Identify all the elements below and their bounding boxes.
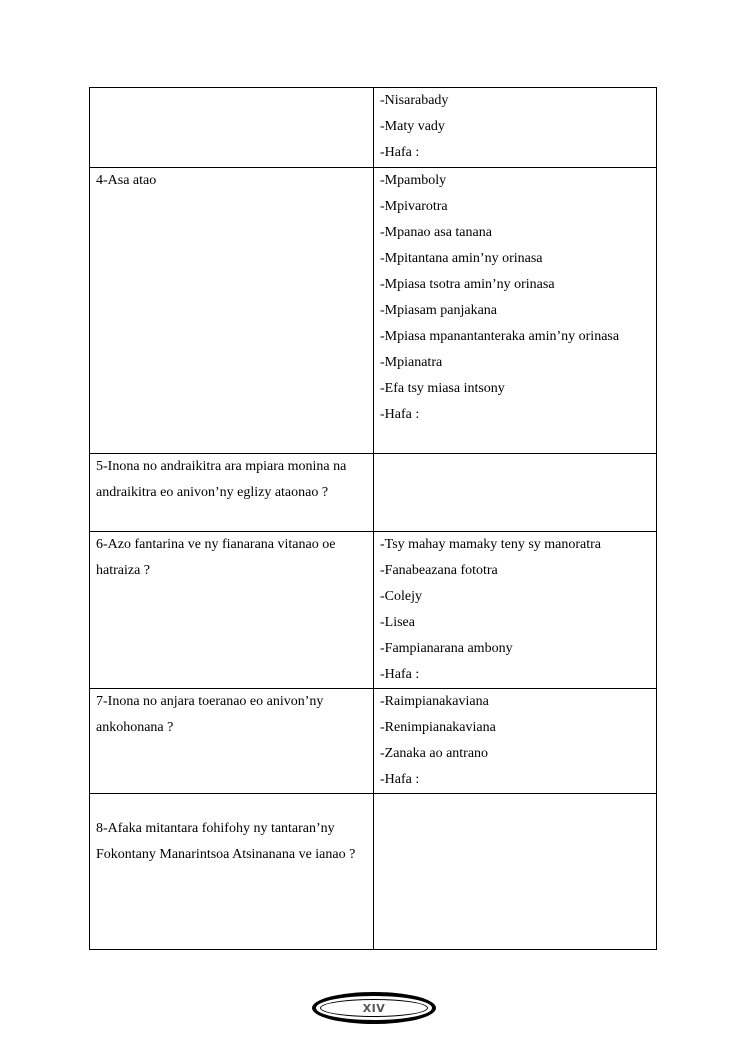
option-item: -Zanaka ao antrano <box>380 746 489 761</box>
options-cell <box>374 88 657 168</box>
question-cell <box>90 689 374 794</box>
option-item: -Renimpianakaviana <box>380 720 496 735</box>
option-item: -Hafa : <box>380 772 420 787</box>
table-row <box>90 168 657 454</box>
questionnaire-table <box>89 87 657 950</box>
question-text: 6-Azo fantarina ve ny fianarana vitanao oe hatraiza ? <box>96 537 336 578</box>
table-row <box>90 88 657 168</box>
option-item: -Mpiasa mpanantanteraka amin’ny orinasa <box>380 329 620 344</box>
question-text: 7-Inona no anjara toeranao eo anivon’ny ankohonana ? <box>96 694 324 735</box>
option-item: -Hafa : <box>380 407 420 422</box>
option-item: -Colejy <box>380 589 422 604</box>
options-cell <box>374 689 657 794</box>
option-item: -Hafa : <box>380 667 420 682</box>
option-item: -Mpiasam panjakana <box>380 303 498 318</box>
options-cell <box>374 168 657 454</box>
option-item: -Mpiasa tsotra amin’ny orinasa <box>380 277 555 292</box>
question-cell <box>90 454 374 532</box>
option-item: -Mpanao asa tanana <box>380 225 492 240</box>
question-text: 4-Asa atao <box>96 173 157 188</box>
question-text: 8-Afaka mitantara fohifohy ny tantaran’ny Fokontany Manarintsoa Atsinanana ve ianao ? <box>96 821 356 862</box>
option-item: -Mpamboly <box>380 173 447 188</box>
option-item: -Lisea <box>380 615 415 630</box>
question-cell <box>90 532 374 689</box>
options-cell <box>374 532 657 689</box>
page-number: XIV <box>362 1001 386 1015</box>
table-row <box>90 794 657 950</box>
page-number-badge <box>312 992 436 1024</box>
option-item: -Mpitantana amin’ny orinasa <box>380 251 543 266</box>
question-cell <box>90 168 374 454</box>
option-item: -Hafa : <box>380 145 420 160</box>
option-item: -Raimpianakaviana <box>380 694 489 709</box>
option-item: -Mpivarotra <box>380 199 448 214</box>
table-row <box>90 454 657 532</box>
question-cell <box>90 88 374 168</box>
option-item: -Tsy mahay mamaky teny sy manoratra <box>380 537 602 552</box>
option-item: -Mpianatra <box>380 355 443 370</box>
answer-cell-empty <box>374 454 657 532</box>
option-item: -Efa tsy miasa intsony <box>380 381 505 396</box>
table-row <box>90 689 657 794</box>
question-cell <box>90 794 374 950</box>
table-row <box>90 532 657 689</box>
answer-cell-empty <box>374 794 657 950</box>
option-item: -Maty vady <box>380 119 445 134</box>
option-item: -Fanabeazana fototra <box>380 563 498 578</box>
option-item: -Nisarabady <box>380 93 449 108</box>
question-text: 5-Inona no andraikitra ara mpiara monina na andraikitra eo anivon’ny eglizy ataonao ? <box>96 459 347 500</box>
option-item: -Fampianarana ambony <box>380 641 513 656</box>
